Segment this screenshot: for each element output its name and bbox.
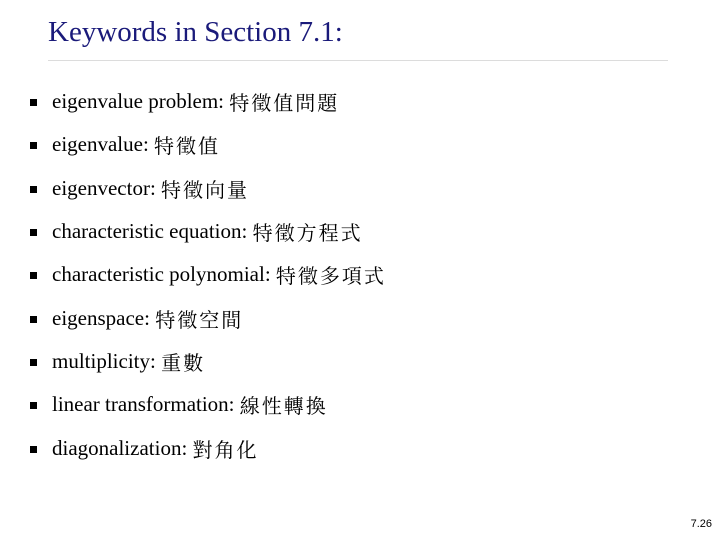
keyword-term: eigenvalue problem: xyxy=(52,89,225,114)
slide-title: Keywords in Section 7.1: xyxy=(48,16,343,48)
keyword-translation: 特徵多項式 xyxy=(275,264,386,289)
keyword-translation: 特徵空間 xyxy=(155,307,244,332)
keyword-term: eigenvalue: xyxy=(52,132,149,157)
keyword-item xyxy=(30,383,386,426)
square-bullet-icon xyxy=(30,186,37,193)
keyword-translation: 特徵值 xyxy=(154,134,221,159)
keyword-item xyxy=(30,80,386,123)
keyword-translation: 特徵方程式 xyxy=(252,221,363,246)
keyword-item xyxy=(30,340,386,383)
keyword-item xyxy=(30,123,386,166)
square-bullet-icon xyxy=(30,402,37,409)
keyword-item xyxy=(30,253,386,296)
keyword-term: eigenvector: xyxy=(52,175,156,200)
square-bullet-icon xyxy=(30,316,37,323)
keyword-term: linear transformation: xyxy=(52,392,235,417)
keyword-translation: 線性轉換 xyxy=(239,394,328,419)
keyword-item xyxy=(30,210,386,253)
keyword-translation: 重數 xyxy=(161,350,206,375)
keyword-item xyxy=(30,167,386,210)
keyword-term: characteristic equation: xyxy=(52,219,248,244)
keyword-term: diagonalization: xyxy=(52,435,188,460)
square-bullet-icon xyxy=(30,272,37,279)
keyword-term: characteristic polynomial: xyxy=(52,262,271,287)
keyword-term: eigenspace: xyxy=(52,305,150,330)
square-bullet-icon xyxy=(30,359,37,366)
keyword-list xyxy=(30,80,386,470)
keyword-item xyxy=(30,296,386,339)
keyword-term: multiplicity: xyxy=(52,348,156,373)
page-number: 7.26 xyxy=(690,518,712,530)
square-bullet-icon xyxy=(30,446,37,453)
keyword-translation: 對角化 xyxy=(192,437,259,462)
square-bullet-icon xyxy=(30,229,37,236)
title-divider xyxy=(48,60,668,61)
keyword-item xyxy=(30,426,386,469)
keyword-translation: 特徵向量 xyxy=(161,177,250,202)
keyword-translation: 特徵值問題 xyxy=(229,91,340,116)
square-bullet-icon xyxy=(30,142,37,149)
square-bullet-icon xyxy=(30,99,37,106)
